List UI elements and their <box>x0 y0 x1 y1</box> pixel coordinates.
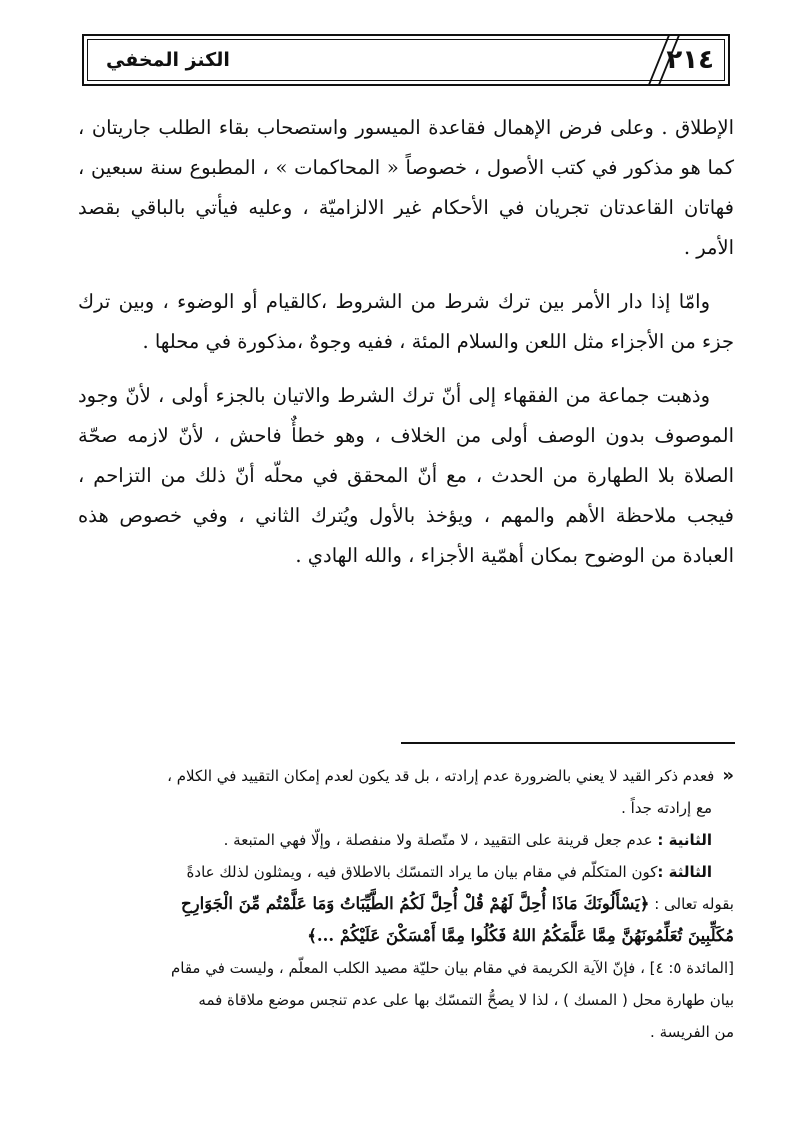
footnote-label: الثالثة : <box>657 863 712 881</box>
footnote-label: الثانية : <box>657 831 712 849</box>
footnote-line <box>78 760 734 792</box>
footnote-separator <box>401 742 735 744</box>
footnote-line: مع إرادته جداً . <box>621 799 712 817</box>
footnote-line <box>78 824 734 856</box>
running-title: الكنز المخفي <box>106 49 230 71</box>
footnote-marker: « <box>722 765 734 786</box>
footnote-line: بيان طهارة محل ( المسك ) ، لذا لا يصحُّ التمسّك بها على عدم تنجس موضع ملاقاة فمه <box>198 991 734 1009</box>
footnote-text: عدم جعل قرينة على التقييد ، لا متّصلة ولا منفصلة ، وإلّا فهي المتبعة . <box>223 831 653 849</box>
footnote-text: بقوله تعالى : <box>654 895 734 913</box>
footnote-line <box>78 888 734 920</box>
footnote-line: [المائدة ٥: ٤] ، فإنّ الآية الكريمة في مقام بيان حليّة مصيد الكلب المعلّم ، وليست في مقام <box>170 959 734 977</box>
quran-verse: مُكَلِّبِينَ تُعَلِّمُونَهُنَّ مِمَّا عَلَّمَكُمُ اللهُ فَكُلُوا مِمَّا أَمْسَكْنَ عَلَيْكُمْ ...﴾ <box>307 926 734 945</box>
main-text <box>78 108 734 590</box>
paragraph: وامّا إذا دار الأمر بين ترك شرط من الشروط ،كالقيام أو الوضوء ، وبين ترك جزء من الأجزاء مثل اللعن والسلام المئة ، ففيه وجوهٌ ،مذكورة في محلها . <box>78 290 734 353</box>
footnote-text: فعدم ذكر القيد لا يعني بالضرورة عدم إرادته ، بل قد يكون لعدم إمكان التقييد في الكلام ، <box>167 767 715 785</box>
quran-verse: ﴿يَسْأَلُونَكَ مَاذَا أُحِلَّ لَهُمْ قُلْ أُحِلَّ لَكُمُ الطَّيِّبَاتُ وَمَا عَلَّمْتُم مِّنَ الْجَوَارِحِ <box>181 894 650 913</box>
page-number: ٢١٤ <box>666 45 714 75</box>
footnote-text: كون المتكلّم في مقام بيان ما يراد التمسّك بالاطلاق فيه ، ويمثلون لذلك عادةً <box>186 863 658 881</box>
footnote-line: من الفريسة . <box>650 1023 734 1041</box>
footnote-line <box>78 856 734 888</box>
page-header <box>82 34 730 86</box>
paragraph: وذهبت جماعة من الفقهاء إلى أنّ ترك الشرط والاتيان بالجزء أولى ، لأنّ وجود الموصوف بدون الوصف أولى من الخلاف ، وهو خطأٌ فاحش ، لأنّ لازمه صحّة الصلاة بلا الطهارة من الحدث ، مع أنّ المحقق في محلّه أنّ ذلك من التزاحم ، فيجب ملاحظة الأهم والمهم ، ويؤخذ بالأول ويُترك الثاني ، وفي خصوص هذه العبادة من الوضوح بمكان أهمّية الأجزاء ، والله الهادي . <box>78 384 734 567</box>
footnote-line <box>78 920 734 952</box>
footnotes <box>78 760 734 1048</box>
paragraph: الإطلاق . وعلى فرض الإهمال فقاعدة الميسور واستصحاب بقاء الطلب جاريتان ، كما هو مذكور في كتب الأصول ، خصوصاً « المحاكمات » ، المطبوع سنة سبعين ، فهاتان القاعدتان تجريان في الأحكام غير الالزاميّة ، وعليه فيأتي بالباقي بقصد الأمر . <box>78 116 734 259</box>
